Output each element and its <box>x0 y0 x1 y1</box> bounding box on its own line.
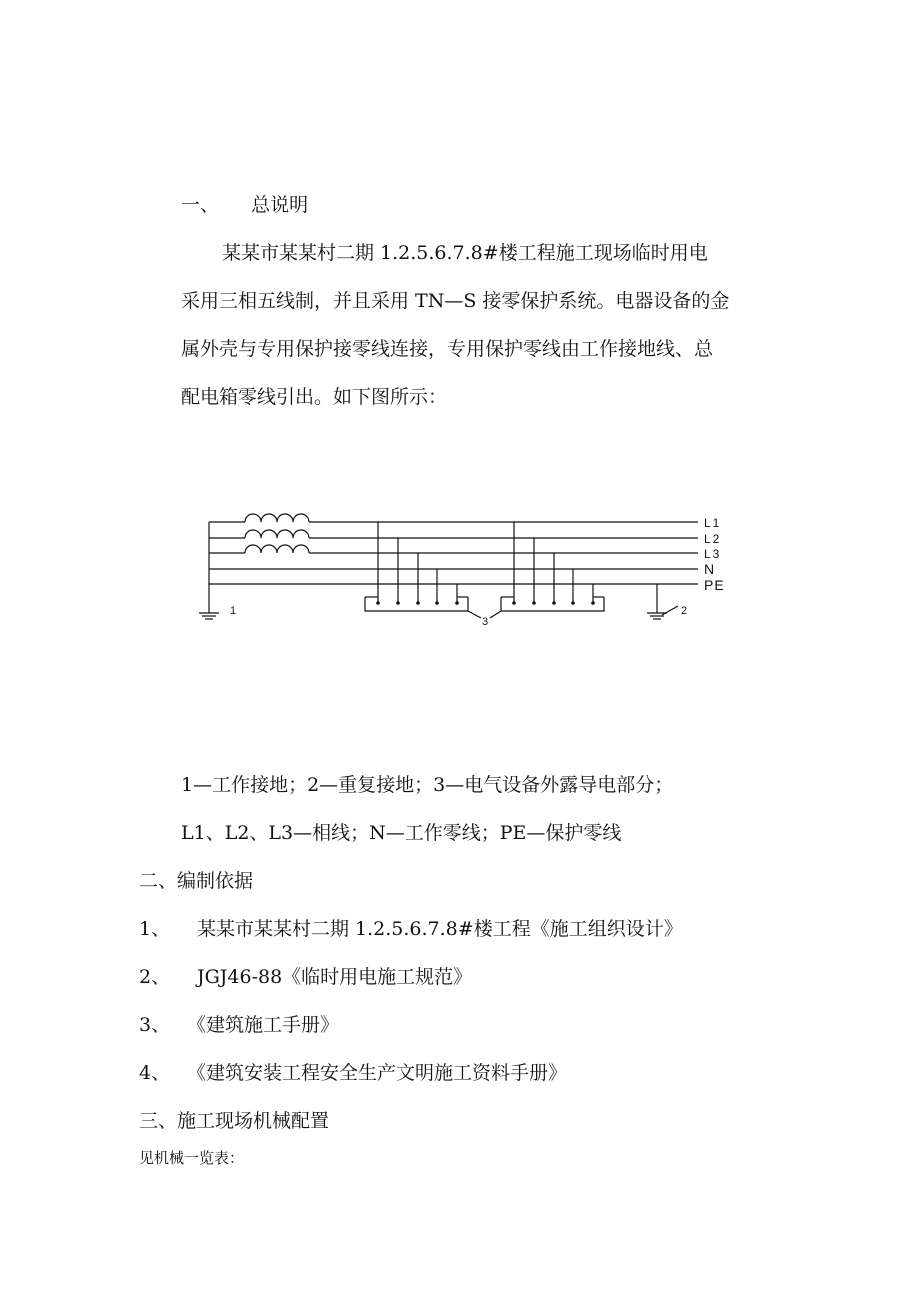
label-l1: L1 <box>704 516 722 530</box>
paragraph-line-3: 属外壳与专用保护接零线连接，专用保护零线由工作接地线、总 <box>181 338 714 360</box>
paragraph-line-4: 配电箱零线引出。如下图所示： <box>181 386 448 408</box>
basis-item-1 <box>139 917 683 941</box>
basis-item-3-text: 《建筑施工手册》 <box>187 1014 340 1036</box>
basis-item-2-text: JGJ46-88《临时用电施工规范》 <box>197 966 473 988</box>
paragraph-line-2: 采用三相五线制，并且采用 TN—S 接零保护系统。电器设备的金 <box>181 290 730 312</box>
callout-2: 2 <box>681 605 688 617</box>
section-3-heading: 三、施工现场机械配置 <box>139 1110 330 1132</box>
basis-item-4-number: 4、 <box>139 1062 171 1084</box>
basis-item-3-number: 3、 <box>139 1014 171 1036</box>
section-3-note: 见机械一览表： <box>139 1149 245 1167</box>
basis-item-1-number: 1、 <box>139 918 171 940</box>
section-1-heading <box>181 193 308 217</box>
tns-wiring-diagram <box>0 505 920 645</box>
label-pe: PE <box>704 577 725 593</box>
legend-line-1: 1—工作接地；2—重复接地；3—电气设备外露导电部分； <box>181 774 674 796</box>
section-1-number: 一、 <box>181 194 220 216</box>
callout-1: 1 <box>230 605 237 617</box>
label-n: N <box>704 561 715 577</box>
label-l3: L3 <box>704 547 722 561</box>
section-2-heading: 二、编制依据 <box>139 870 254 892</box>
section-1-title: 总说明 <box>251 194 309 216</box>
basis-item-4-text: 《建筑安装工程安全生产文明施工资料手册》 <box>187 1062 568 1084</box>
basis-item-2 <box>139 965 472 989</box>
paragraph-line-1: 某某市某某村二期 1.2.5.6.7.8#楼工程施工现场临时用电 <box>222 242 708 264</box>
basis-item-4 <box>139 1061 567 1085</box>
basis-item-3 <box>139 1013 339 1037</box>
callout-3: 3 <box>482 616 489 628</box>
basis-item-2-number: 2、 <box>139 966 171 988</box>
basis-item-1-text: 某某市某某村二期 1.2.5.6.7.8#楼工程《施工组织设计》 <box>197 918 683 940</box>
legend-line-2: L1、L2、L3—相线；N—工作零线；PE—保护零线 <box>181 822 622 844</box>
label-l2: L2 <box>704 532 722 546</box>
